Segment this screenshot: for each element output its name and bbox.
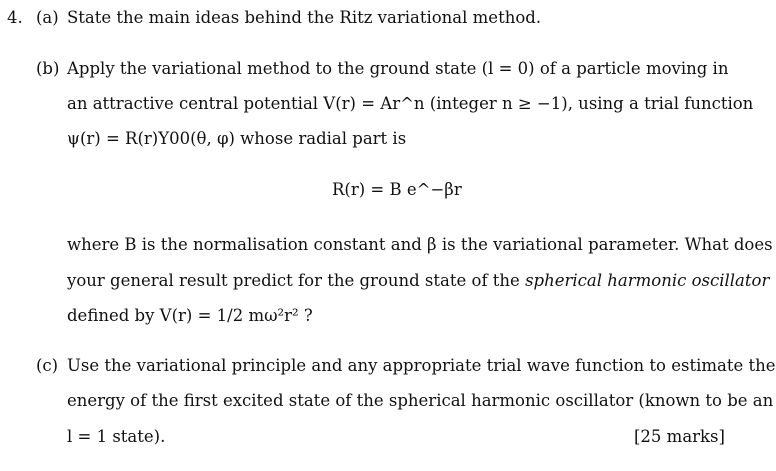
part-b-label: (b) (36, 59, 60, 78)
part-b-line-4: where B is the normalisation constant and β is the variational parameter. What does (67, 235, 773, 254)
radial-equation: R(r) = B e^−βr (332, 180, 462, 199)
part-c-line-1: Use the variational principle and any appropriate trial wave function to estimate the (67, 356, 776, 375)
part-b-line-5-text: your general result predict for the ground state of the (67, 271, 520, 290)
part-c-label: (c) (36, 356, 59, 375)
part-a-label: (a) (36, 8, 59, 27)
part-b-line-2: an attractive central potential V(r) = Ar^n (integer n ≥ −1), using a trial function (67, 94, 754, 113)
emphasis-spherical-oscillator: spherical harmonic oscillator (525, 271, 770, 290)
part-c-line-2: energy of the first excited state of the spherical harmonic oscillator (known to be an (67, 391, 774, 410)
part-b-line-6: defined by V(r) = 1/2 mω²r² ? (67, 306, 313, 325)
part-c-line-3: l = 1 state). (67, 427, 166, 446)
marks-label: [25 marks] (634, 427, 725, 446)
part-b-line-5 (67, 271, 769, 291)
part-a-text: State the main ideas behind the Ritz variational method. (67, 8, 542, 27)
part-b-line-1: Apply the variational method to the ground state (l = 0) of a particle moving in (67, 59, 729, 78)
part-b-line-3: ψ(r) = R(r)Y00(θ, φ) whose radial part is (67, 129, 407, 148)
question-number: 4. (7, 8, 23, 27)
